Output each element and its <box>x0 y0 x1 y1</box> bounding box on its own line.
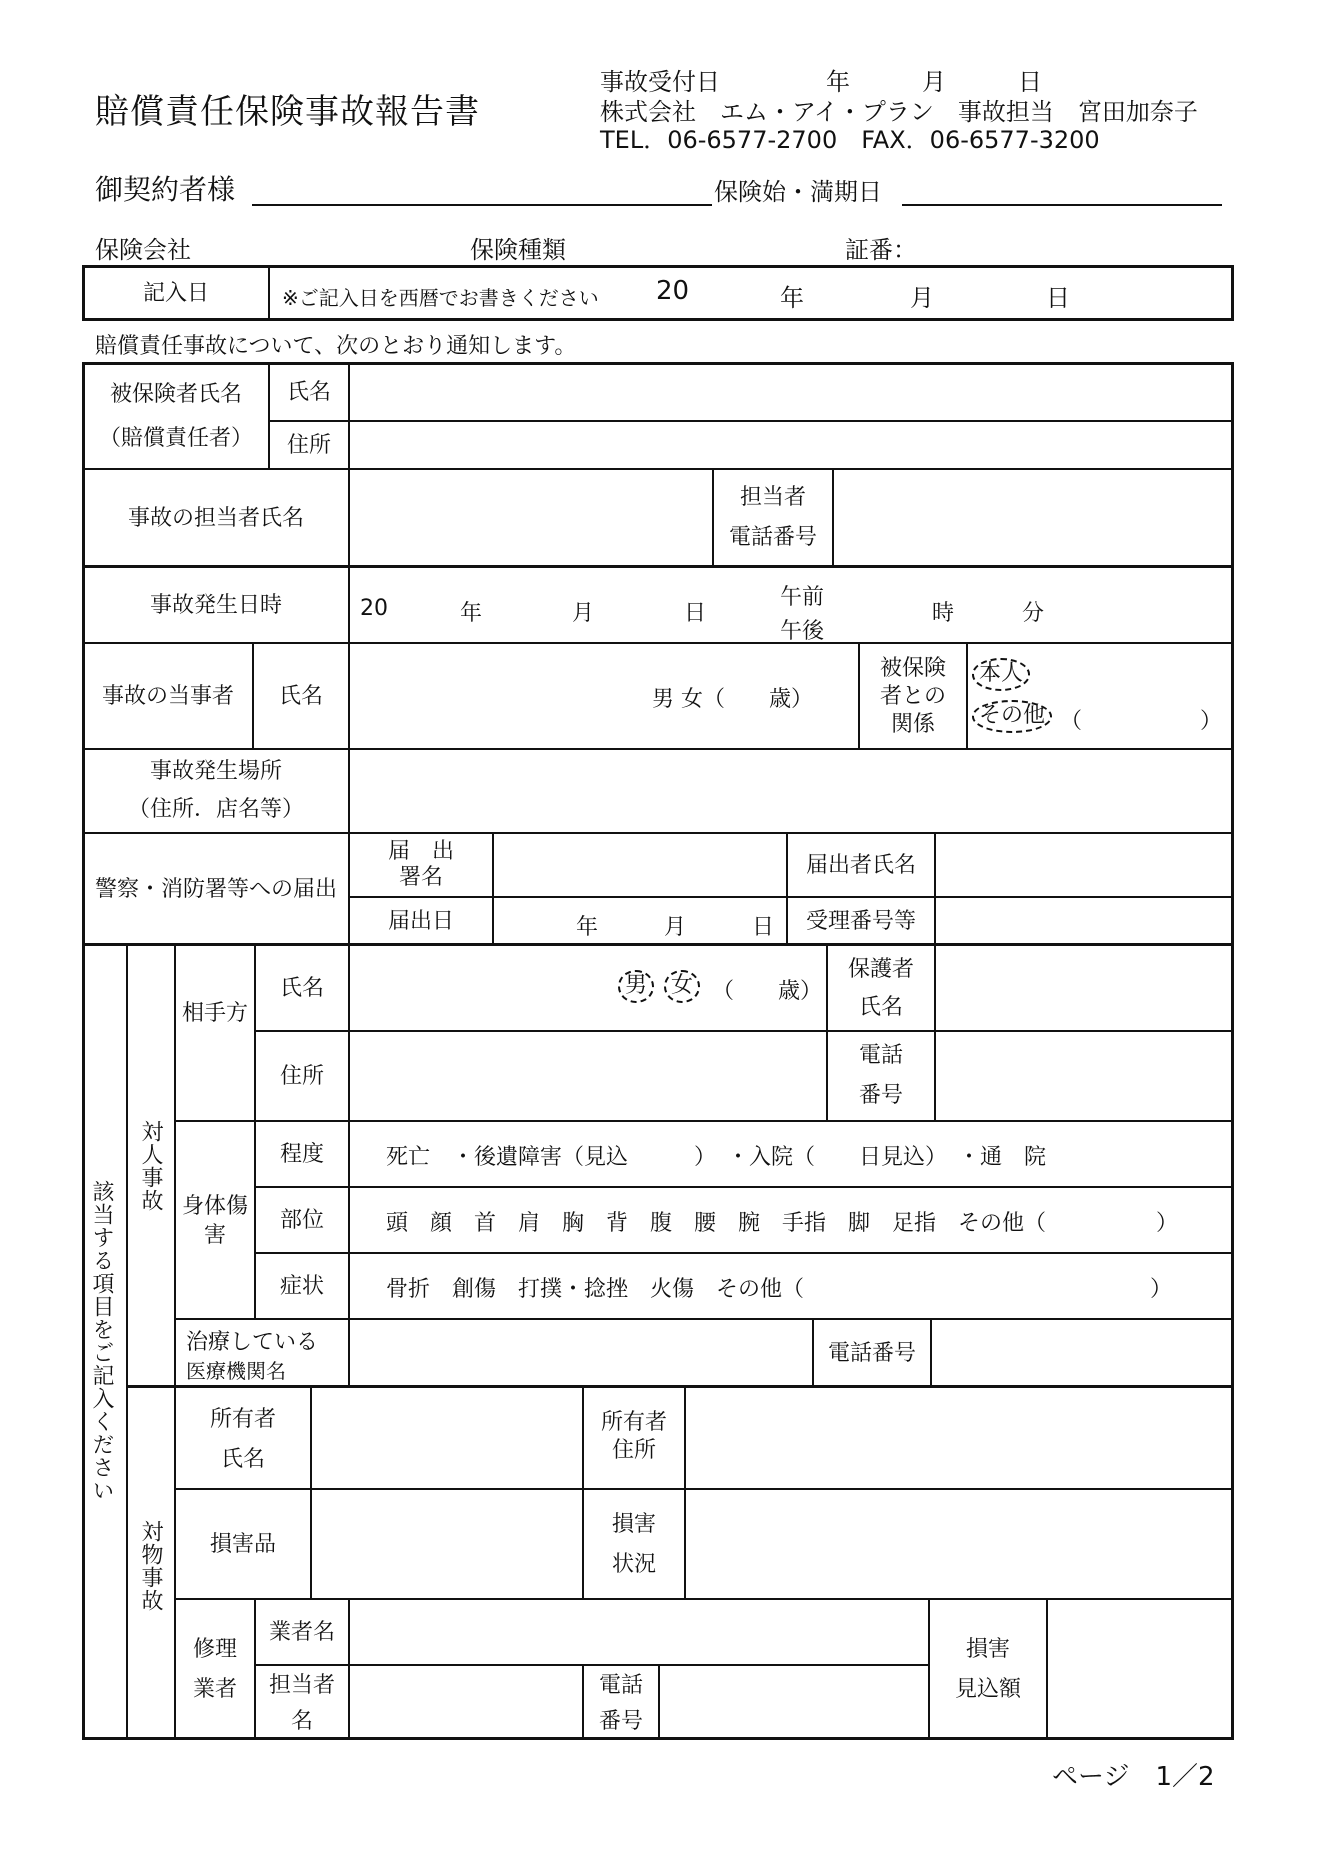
hospital-sublabel: 医療機関名 <box>186 1359 286 1383</box>
counterparty-phone-sublabel: 番号 <box>858 1082 903 1108</box>
property-accident-label: 対物事故 <box>138 1520 163 1612</box>
occurrence-day: 日 <box>684 601 707 626</box>
owner-address-field[interactable] <box>688 1390 1228 1486</box>
police-label: 警察・消防署等への届出 <box>94 876 337 902</box>
hospital-phone-field[interactable] <box>934 1322 1228 1384</box>
injury-degree-options[interactable]: 死亡 ・後遺障害（見込 ） ・入院（ 日見込） ・通 院 <box>386 1145 1047 1170</box>
insured-name-label: 氏名 <box>286 379 331 405</box>
damage-status-sublabel: 状況 <box>611 1551 656 1577</box>
receipt-date-label: 事故受付日 <box>600 68 720 96</box>
relation-other-close: ） <box>1200 709 1223 734</box>
counterparty-female-option[interactable]: 女 <box>664 970 700 1003</box>
page-number: ページ 1／2 <box>1052 1762 1215 1792</box>
damaged-item-field[interactable] <box>314 1492 578 1596</box>
injury-symptom-close: ） <box>1150 1277 1173 1302</box>
party-relation-label-3: 関係 <box>890 711 935 737</box>
counterparty-phone-field[interactable] <box>938 1034 1228 1118</box>
injury-label: 身体傷害 <box>181 1194 248 1248</box>
damaged-item-label: 損害品 <box>209 1531 276 1557</box>
occurrence-year: 年 <box>460 601 483 626</box>
receipt-number-label: 受理番号等 <box>805 908 916 934</box>
entry-date-label: 記入日 <box>142 280 209 306</box>
occurrence-minute: 分 <box>1022 601 1045 626</box>
hospital-field[interactable] <box>352 1322 808 1384</box>
personal-accident-label: 対人事故 <box>138 1120 163 1212</box>
company-line: 株式会社 エム・アイ・プラン 事故担当 宮田加奈子 <box>600 98 1198 126</box>
damage-estimate-field[interactable] <box>1050 1602 1228 1738</box>
handler-name-field[interactable] <box>352 472 708 564</box>
vendor-person-label: 担当者 <box>268 1672 335 1698</box>
counterparty-male-option[interactable]: 男 <box>618 970 654 1003</box>
police-station-label-2: 署名 <box>398 864 443 890</box>
occurrence-month: 月 <box>572 601 595 626</box>
entry-day: 日 <box>1046 284 1070 312</box>
entry-year-prefix: 20 <box>656 276 690 306</box>
injury-degree-label: 程度 <box>279 1141 324 1167</box>
counterparty-phone-label: 電話 <box>858 1042 903 1068</box>
injury-symptom-options[interactable]: 骨折 創傷 打撲・捻挫 火傷 その他（ <box>386 1277 805 1302</box>
injury-part-label: 部位 <box>279 1207 324 1233</box>
party-relation-label-2: 者との <box>879 683 946 709</box>
repair-label: 修理 <box>192 1636 237 1662</box>
hospital-label: 治療している <box>186 1330 319 1355</box>
contractor-field[interactable] <box>252 172 712 206</box>
vendor-person-sublabel: 名 <box>290 1708 313 1734</box>
party-relation-label-1: 被保険 <box>879 655 946 681</box>
guardian-sublabel: 氏名 <box>858 994 903 1020</box>
policy-period-field[interactable] <box>902 172 1222 206</box>
party-name-label: 氏名 <box>278 683 323 709</box>
hospital-phone-label: 電話番号 <box>827 1340 916 1366</box>
owner-name-field[interactable] <box>314 1390 578 1486</box>
receipt-day: 日 <box>1018 68 1042 96</box>
handler-label: 事故の担当者氏名 <box>127 505 304 531</box>
place-sublabel: （住所．店名等） <box>127 796 304 822</box>
insurance-type-label: 保険種類 <box>470 236 566 264</box>
report-day: 日 <box>752 915 775 940</box>
insurer-label: 保険会社 <box>95 236 191 264</box>
repair-sublabel: 業者 <box>192 1676 237 1702</box>
vendor-name-field[interactable] <box>352 1602 924 1662</box>
vendor-phone-sublabel: 番号 <box>598 1708 643 1734</box>
injury-symptom-label: 症状 <box>279 1273 324 1299</box>
police-station-field[interactable] <box>496 836 782 894</box>
occurrence-label: 事故発生日時 <box>149 592 282 618</box>
party-gender-age[interactable]: 男 女（ 歳） <box>652 687 813 712</box>
vendor-phone-field[interactable] <box>662 1668 924 1738</box>
owner-label: 所有者 <box>209 1406 276 1432</box>
police-station-label-1: 届 出 <box>387 838 454 864</box>
contact-line: TEL．06-6577-2700 FAX．06-6577-3200 <box>600 126 1100 154</box>
entry-month: 月 <box>910 284 934 312</box>
injury-part-options[interactable]: 頭 顔 首 肩 胸 背 腹 腰 腕 手指 脚 足指 その他（ ） <box>386 1211 1179 1236</box>
guardian-label: 保護者 <box>847 956 914 982</box>
place-label: 事故発生場所 <box>149 758 282 784</box>
handler-phone-label: 担当者 <box>739 484 806 510</box>
entry-note: ※ご記入日を西暦でお書きください <box>282 286 599 310</box>
side-instruction: 該当する項目をご記入ください <box>89 1180 114 1502</box>
relation-other-open: （ <box>1060 709 1083 734</box>
handler-phone-field[interactable] <box>836 472 1228 564</box>
counterparty-age: （ 歳） <box>712 979 823 1004</box>
policy-period-label: 保険始・満期日 <box>714 178 882 206</box>
owner-sublabel: 氏名 <box>220 1446 265 1472</box>
insured-address-label: 住所 <box>286 432 331 458</box>
damage-estimate-sublabel: 見込額 <box>954 1676 1021 1702</box>
damage-status-label: 損害 <box>611 1511 656 1537</box>
damage-status-field[interactable] <box>688 1492 1228 1596</box>
counterparty-address-label: 住所 <box>279 1063 324 1089</box>
owner-address-label: 所有者 <box>600 1409 667 1435</box>
place-field[interactable] <box>352 752 1228 830</box>
contractor-label: 御契約者様 <box>95 173 236 206</box>
occurrence-am[interactable]: 午前 <box>780 585 825 610</box>
insured-address-field[interactable] <box>352 424 1228 466</box>
entry-year: 年 <box>780 284 804 312</box>
receipt-month: 月 <box>922 68 946 96</box>
receipt-number-field[interactable] <box>938 900 1228 942</box>
occurrence-hour: 時 <box>932 601 955 626</box>
vendor-phone-label: 電話 <box>598 1672 643 1698</box>
handler-phone-sublabel: 電話番号 <box>728 524 817 550</box>
receipt-year: 年 <box>826 68 850 96</box>
report-date-label: 届出日 <box>387 908 454 934</box>
insured-sublabel: （賠償責任者） <box>98 425 253 451</box>
guardian-field[interactable] <box>938 948 1228 1028</box>
report-month: 月 <box>664 915 687 940</box>
reporter-name-field[interactable] <box>938 836 1228 894</box>
party-label: 事故の当事者 <box>101 683 234 709</box>
notice-text: 賠償責任事故について、次のとおり通知します。 <box>95 334 577 359</box>
counterparty-label: 相手方 <box>181 1000 248 1026</box>
certificate-label: 証番： <box>845 236 917 264</box>
relation-self-option[interactable]: 本人 <box>972 658 1030 691</box>
insured-label: 被保険者氏名 <box>109 381 242 407</box>
counterparty-address-field[interactable] <box>352 1034 822 1118</box>
vendor-person-field[interactable] <box>352 1668 578 1738</box>
vendor-name-label: 業者名 <box>268 1619 335 1645</box>
occurrence-year-prefix: 20 <box>360 596 388 621</box>
document-title: 賠償責任保険事故報告書 <box>95 92 480 132</box>
damage-estimate-label: 損害 <box>965 1636 1010 1662</box>
reporter-name-label: 届出者氏名 <box>805 852 916 878</box>
counterparty-name-label: 氏名 <box>279 975 324 1001</box>
owner-address-sublabel: 住所 <box>611 1437 656 1463</box>
occurrence-pm[interactable]: 午後 <box>780 619 825 644</box>
report-year: 年 <box>576 915 599 940</box>
relation-other-option[interactable]: その他 <box>972 700 1052 733</box>
insured-name-field[interactable] <box>352 366 1228 418</box>
